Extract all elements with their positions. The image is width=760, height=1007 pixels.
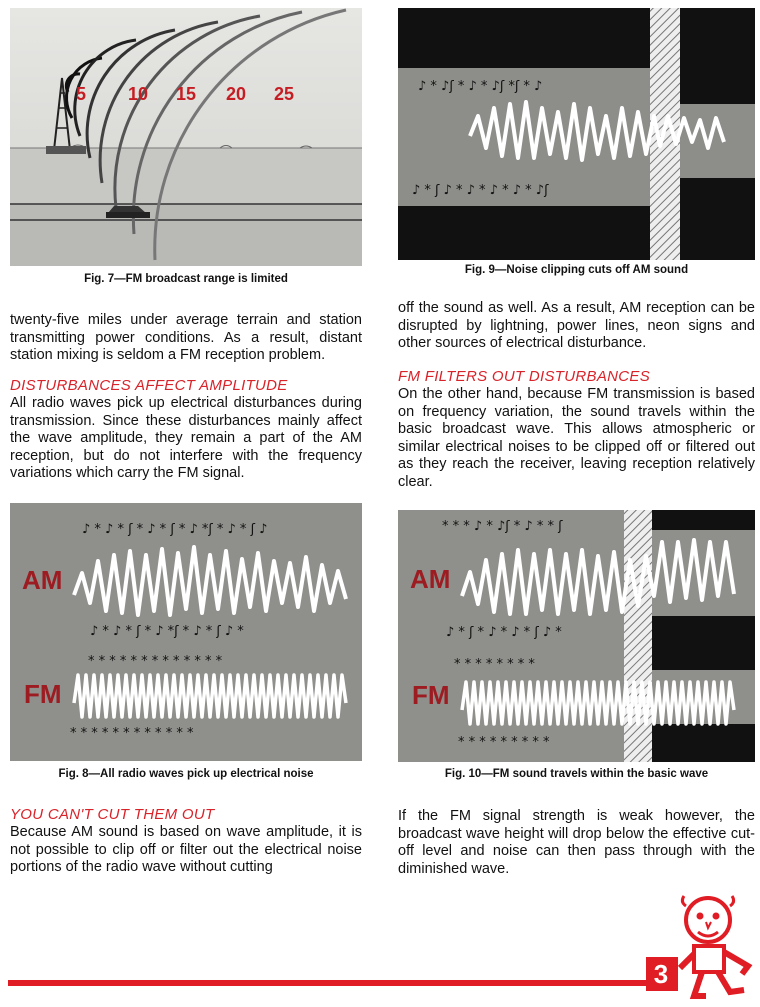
section-4-paragraph: If the FM signal strength is weak however, the broadcast wave height will drop below the effective cut-off level and noise can then pass through with the diminished wave. [398,808,755,877]
range-label-15: 15 [176,84,197,104]
range-label-20: 20 [226,84,247,104]
figure-10-caption: Fig. 10—FM sound travels within the basic wave [444,768,709,780]
svg-text:* * * ♪ * ♪ʃ * ♪ * * ʃ: * * * ♪ * ♪ʃ * ♪ * * ʃ [442,519,563,534]
figure-7-broadcast-range [10,8,362,266]
am-label: AM [410,564,451,594]
footer-rule [8,980,648,986]
range-label-25: 25 [274,84,295,104]
figure-9-caption: Fig. 9—Noise clipping cuts off AM sound [464,264,689,276]
range-label-10: 10 [128,84,149,104]
continued-paragraph: off the sound as well. As a result, AM reception can be disrupted by lightning, power lines, neon signs and other sources of electrical disturbance. [398,300,755,351]
intro-paragraph: twenty-five miles under average terrain and station transmitting power conditions. As a result, distant station mixing is seldom a FM reception problem. [10,312,362,363]
section-1-paragraph: All radio waves pick up electrical disturbances during transmission. Since these disturbances mainly affect the wave amplitude, they remain a part of the AM reception, but do not interfere with the frequency variations which carry the FM signal. [10,395,362,481]
figure-8-caption: Fig. 8—All radio waves pick up electrical noise [58,768,314,780]
svg-text:* * * * * * * * *: * * * * * * * * * [458,735,550,750]
svg-text:♪ * ♪ * ʃ * ♪ * ʃ * ♪ *ʃ * ♪ *: ♪ * ♪ * ʃ * ♪ * ʃ * ♪ *ʃ * ♪ * ʃ ♪ [82,522,268,537]
section-3-paragraph: On the other hand, because FM transmission is based on frequency variation, the sound travels within the basic broadcast wave. This allows atmospheric or similar electrical noises to be clipped off or filtered out as they reach the receiver, leaving reception relatively clear. [398,386,755,490]
heading-you-cant-cut-them-out: YOU CAN'T CUT THEM OUT [10,806,215,823]
svg-text:* * * * * * * *: * * * * * * * * [454,657,535,672]
svg-text:* * * * * * * * * * * * *: * * * * * * * * * * * * * [88,654,223,669]
page-number: 3 [653,959,669,989]
am-label: AM [22,565,63,595]
svg-text:♪ * ♪ʃ * ♪ * ♪ʃ *ʃ * ♪: ♪ * ♪ʃ * ♪ * ♪ʃ *ʃ * ♪ [418,79,543,94]
svg-text:♪ * ♪ * ʃ * ♪ *ʃ * ♪ * ʃ ♪ *: ♪ * ♪ * ʃ * ♪ *ʃ * ♪ * ʃ ♪ * [90,624,244,639]
section-2-paragraph: Because AM sound is based on wave amplitude, it is not possible to clip off or filter out the electrical noise portions of the radio wave without cutting [10,824,362,875]
svg-text:♪ * ʃ * ♪ * ♪ * ʃ ♪ *: ♪ * ʃ * ♪ * ♪ * ʃ ♪ * [446,625,562,640]
range-label-5: 5 [76,84,87,104]
svg-text:* * * * * * * * * * * *: * * * * * * * * * * * * [70,726,194,741]
svg-text:♪ * ʃ ♪ * ♪ * ♪ * ♪ * ♪ʃ: ♪ * ʃ ♪ * ♪ * ♪ * ♪ * ♪ʃ [412,183,549,198]
figure-8-radio-noise [10,503,362,761]
figure-9-noise-clipping [398,8,755,260]
mascot-figure-icon [672,892,758,1007]
fm-label: FM [24,679,62,709]
figure-7-caption: Fig. 7—FM broadcast range is limited [84,273,288,285]
fm-label: FM [412,680,450,710]
figure-10-fm-within-wave [398,510,755,762]
heading-fm-filters-out-disturbances: FM FILTERS OUT DISTURBANCES [398,368,651,385]
heading-disturbances-affect-amplitude: DISTURBANCES AFFECT AMPLITUDE [10,377,288,394]
